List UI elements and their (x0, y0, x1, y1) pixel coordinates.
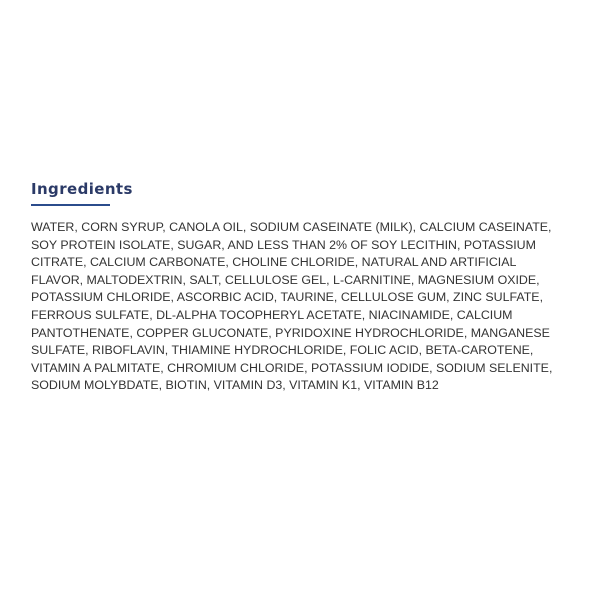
heading-underline (31, 204, 110, 206)
ingredients-text: WATER, CORN SYRUP, CANOLA OIL, SODIUM CASEINATE (MILK), CALCIUM CASEINATE, SOY PROTEIN ISOLATE, SUGAR, AND LESS THAN 2% OF SOY LECITHIN, POTASSIUM CITRATE, CALCIUM CARBONATE, CHOLINE CHLORIDE, NATURAL AND ARTIFICIAL FLAVOR, MALTODEXTRIN, SALT, CELLULOSE GEL, L-CARNITINE, MAGNESIUM OXIDE, POTASSIUM CHLORIDE, ASCORBIC ACID, TAURINE, CELLULOSE GUM, ZINC SULFATE, FERROUS SULFATE, DL-ALPHA TOCOPHERYL ACETATE, NIACINAMIDE, CALCIUM PANTOTHENATE, COPPER GLUCONATE, PYRIDOXINE HYDROCHLORIDE, MANGANESE SULFATE, RIBOFLAVIN, THIAMINE HYDROCHLORIDE, FOLIC ACID, BETA-CAROTENE, VITAMIN A PALMITATE, CHROMIUM CHLORIDE, POTASSIUM IODIDE, SODIUM SELENITE, SODIUM MOLYBDATE, BIOTIN, VITAMIN D3, VITAMIN K1, VITAMIN B12 (31, 220, 553, 393)
ingredients-heading: Ingredients (31, 180, 133, 198)
ingredients-section (31, 178, 571, 395)
